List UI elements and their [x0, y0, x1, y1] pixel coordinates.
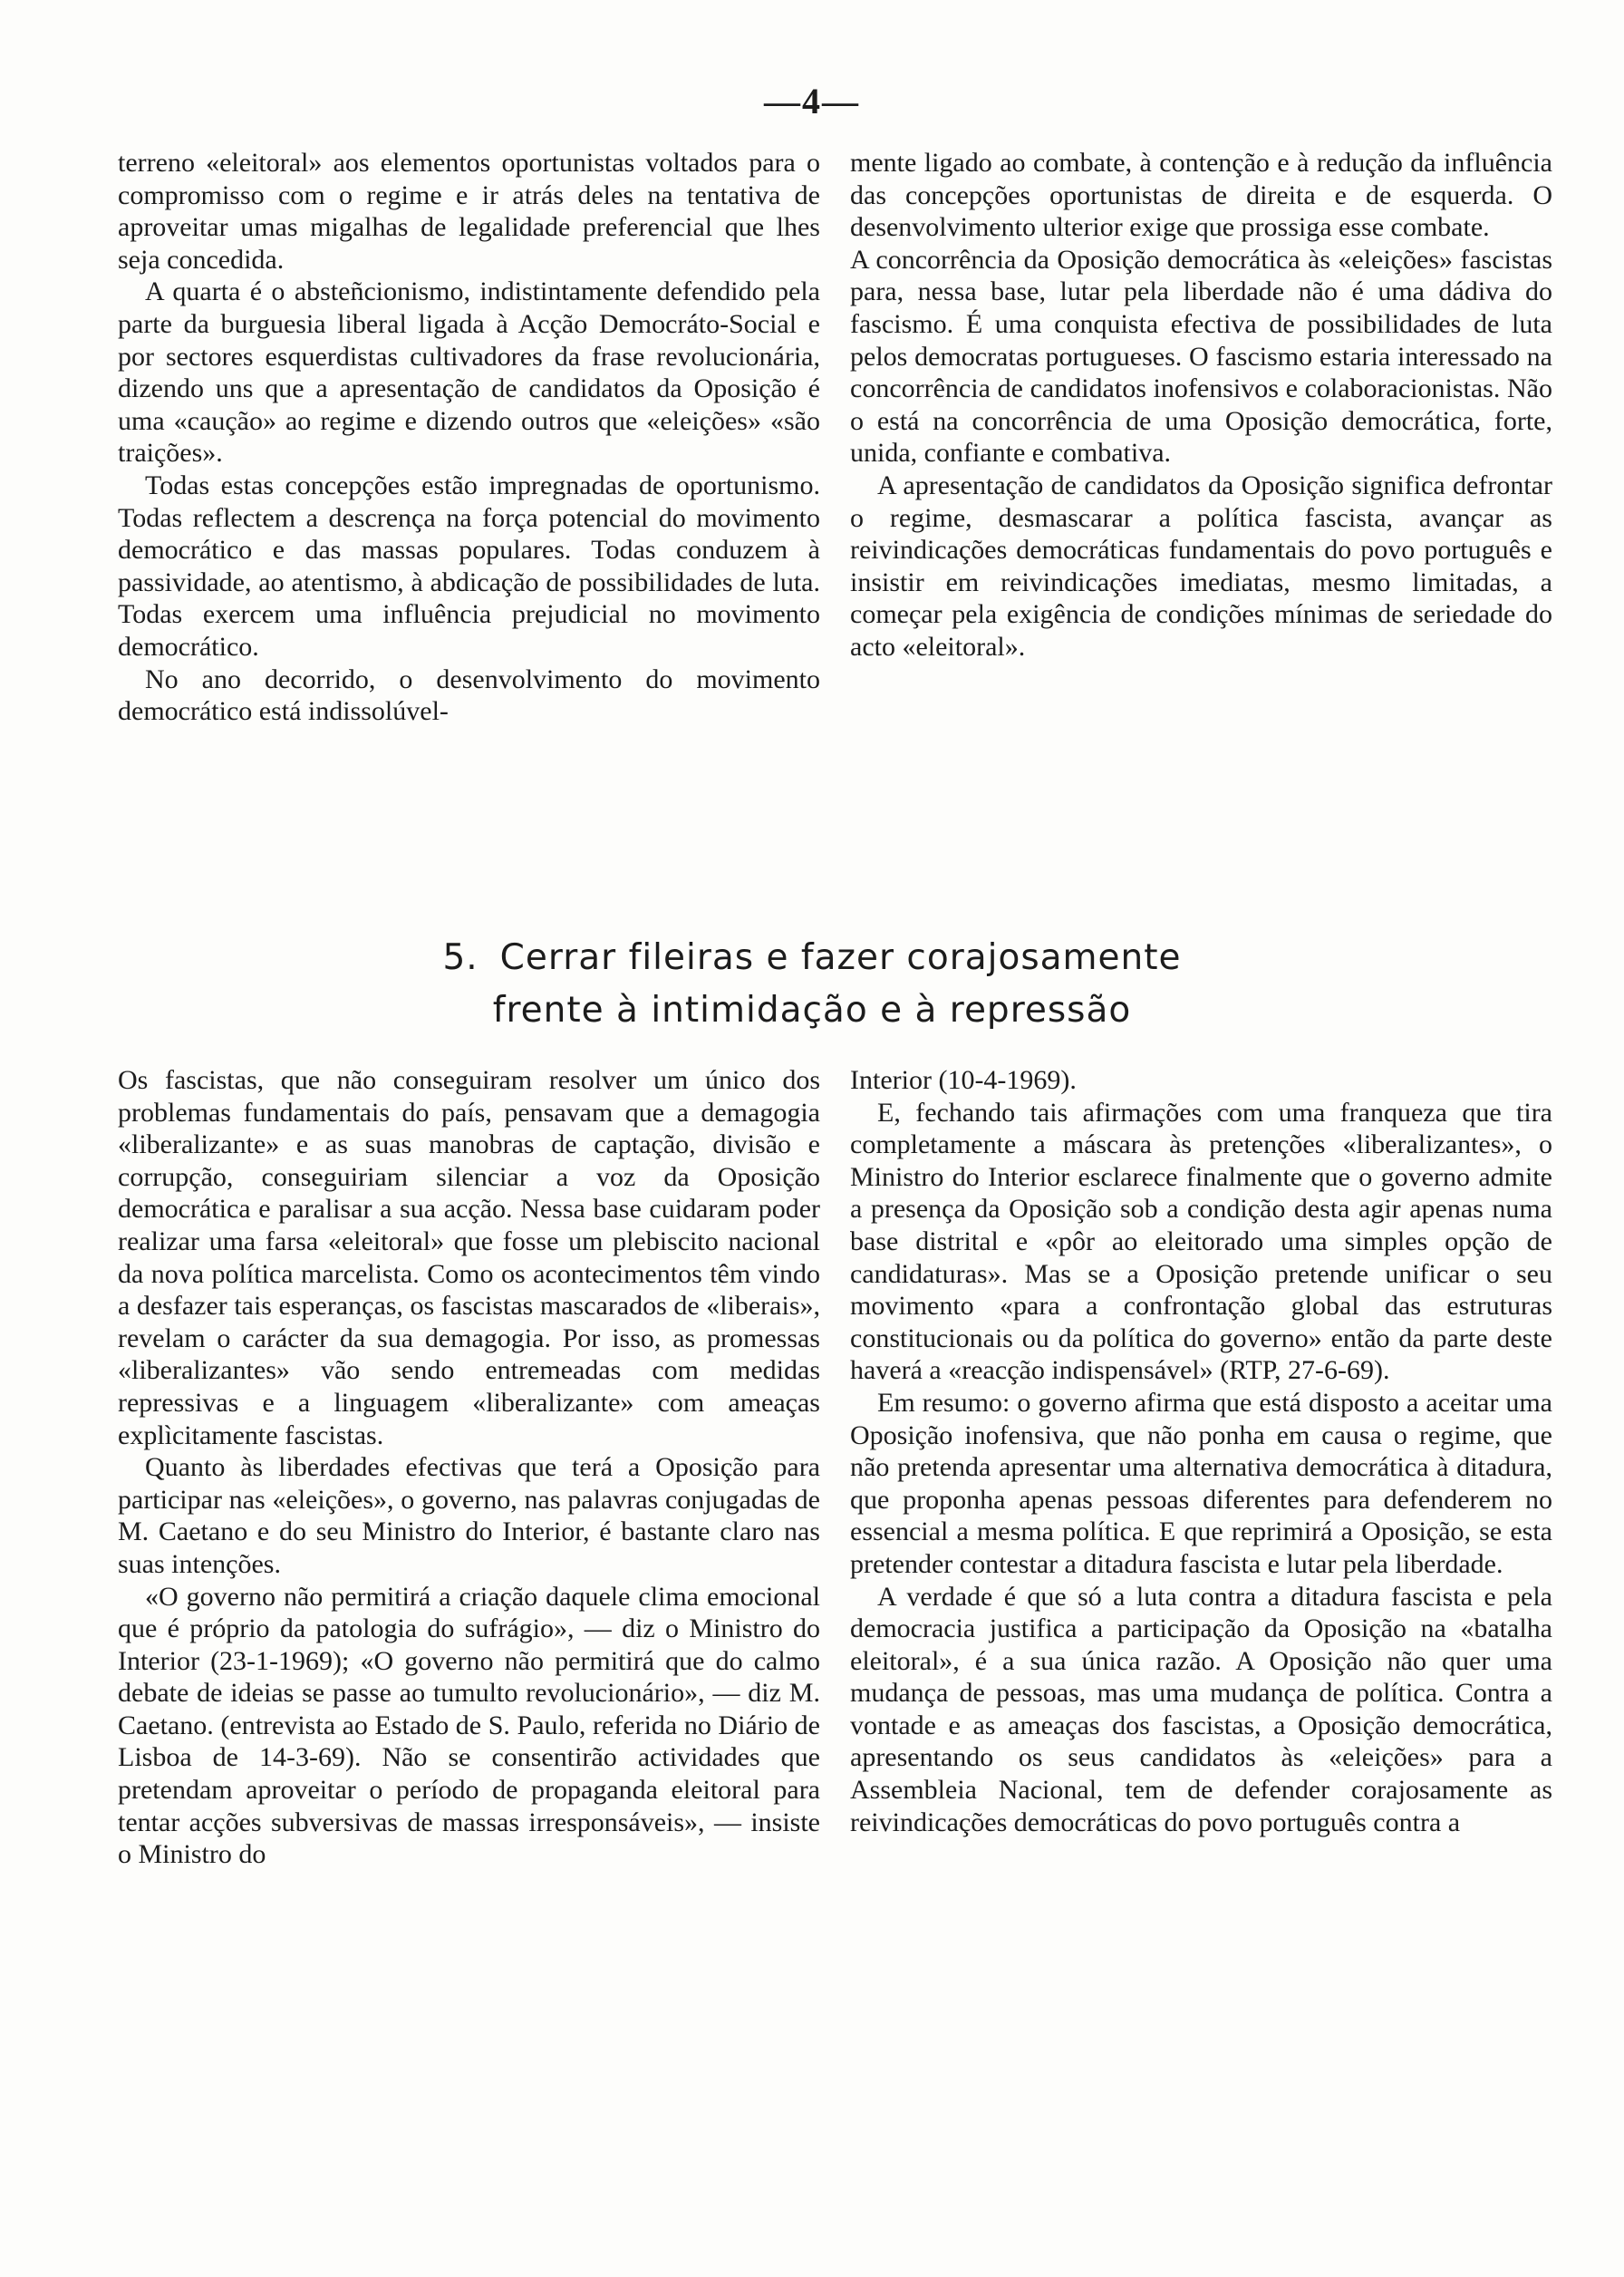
- paragraph: A concorrência da Oposição democrática às «eleições» fascistas para, nessa base, lutar pela liberdade não é uma dádiva do fascismo. É uma conquista efectiva de possibilidades de luta pelos democratas portugueses. O fascismo estaria interessado na concorrência de candidatos inofensivos e colaboracionistas. Não o está na concorrência de uma Oposição democrática, forte, unida, confiante e combativa.: [850, 244, 1552, 469]
- section-heading: [0, 937, 1624, 978]
- paragraph: Todas estas concepções estão impregnadas de oportunismo. Todas reflectem a descrença na força potencial do movimento democrático e das massas populares. Todas conduzem à passividade, ao atentismo, à abdicação de possibilidades de luta. Todas exercem uma influência prejudicial no movimento democrático.: [118, 470, 820, 662]
- paragraph: A quarta é o absteñcionismo, indistintamente defendido pela parte da burguesia liberal ligada à Acção Democráto-Social e por sectores esquerdistas cultivadores da frase revolucionária, dizendo uns que a apresentação de candidatos da Oposição é uma «caução» ao regime e dizendo outros que «eleições» «são traições».: [118, 276, 820, 469]
- column-bottom-right: [850, 1064, 1552, 1838]
- section-heading-continued: [0, 990, 1624, 1031]
- section-title-line-2: frente à intimidação e à repressão: [492, 990, 1132, 1031]
- page-number: —4—: [764, 81, 860, 121]
- paragraph: Em resumo: o governo afirma que está disposto a aceitar uma Oposição inofensiva, que não ponha em causa o regime, que não pretenda apresentar uma alternativa democrática à ditadura, que proponha apenas pessoas diferentes para defenderem no essencial a mesma política. E que reprimirá a Oposição, se esta pretender contestar a ditadura fascista e lutar pela liberdade.: [850, 1387, 1552, 1579]
- paragraph: E, fechando tais afirmações com uma franqueza que tira completamente a máscara às pretenções «liberalizantes», o Ministro do Interior esclarece finalmente que o governo admite a presença da Oposição sob a condição desta agir apenas numa base distrital e «pôr ao eleitorado uma simples opção de candidaturas». Mas se a Oposição pretende unificar o seu movimento «para a confrontação global das estruturas constitucionais ou da política do governo» então da parte deste haverá a «reacção indispensável» (RTP, 27-6-69).: [850, 1097, 1552, 1386]
- paragraph: Interior (10-4-1969).: [850, 1065, 1077, 1095]
- paragraph: Quanto às liberdades efectivas que terá a Oposição para participar nas «eleições», o governo, nas palavras conjugadas de M. Caetano e do seu Ministro do Interior, é bastante claro nas suas intenções.: [118, 1452, 820, 1579]
- paragraph: Os fascistas, que não conseguiram resolver um único dos problemas fundamentais do país, pensavam que a demagogia «liberalizante» e as suas manobras de captação, divisão e corrupção, conseguiriam silenciar a voz da Oposição democrática e paralisar a sua acção. Nessa base cuidaram poder realizar uma farsa «eleitoral» que fosse um plebiscito nacional da nova política marcelista. Como os acontecimentos têm vindo a desfazer tais esperanças, os fascistas mascarados de «liberais», revelam o carácter da sua demagogia. Por isso, as promessas «liberalizantes» vão sendo entremeadas com medidas repressivas e a linguagem «liberalizante» com ameaças explìcitamente fascistas.: [118, 1065, 820, 1450]
- column-top-right: [850, 147, 1552, 664]
- column-top-left: [118, 147, 820, 728]
- paragraph: A apresentação de candidatos da Oposição significa defrontar o regime, desmascarar a política fascista, avançar as reivindicações democráticas fundamentais do povo português e insistir em reivindicações imediatas, mesmo limitadas, a começar pela exigência de condições mínimas de seriedade do acto «eleitoral».: [850, 470, 1552, 662]
- paragraph: «O governo não permitirá a criação daquele clima emocional que é próprio da patologia do sufrágio», — diz o Ministro do Interior (23-1-1969); «O governo não permitirá que do calmo debate de ideias se passe ao tumulto revolucionário», — diz M. Caetano. (entrevista ao Estado de S. Paulo, referida no Diário de Lisboa de 14-3-69). Não se consentirão actividades que pretendam aproveitar o período de propaganda eleitoral para tentar acções subversivas de massas irresponsáveis», — insiste o Ministro do: [118, 1581, 820, 1870]
- paragraph: No ano decorrido, o desenvolvimento do movimento democrático está indissolúvel-: [118, 664, 820, 727]
- column-bottom-left: [118, 1064, 820, 1871]
- section-title-line-1: Cerrar fileiras e fazer corajosamente: [499, 937, 1182, 978]
- paragraph: A verdade é que só a luta contra a ditadura fascista e pela democracia justifica a participação da Oposição na «batalha eleitoral», é a sua única razão. A Oposição não quer uma mudança de pessoas, mas uma mudança de política. Contra a vontade e as ameaças dos fascistas, a Oposição democrática, apresentando os seus candidatos às «eleições» para a Assembleia Nacional, tem de defender corajosamente as reivindicações democráticas do povo português contra a: [850, 1581, 1552, 1837]
- paragraph: mente ligado ao combate, à contenção e à redução da influência das concepções oportunistas de direita e de esquerda. O desenvolvimento ulterior exige que prossiga esse combate.: [850, 148, 1552, 243]
- section-number: 5.: [442, 937, 478, 978]
- paragraph: terreno «eleitoral» aos elementos oportunistas voltados para o compromisso com o regime e ir atrás deles na tentativa de aproveitar umas migalhas de legalidade preferencial que lhes seja concedida.: [118, 148, 820, 275]
